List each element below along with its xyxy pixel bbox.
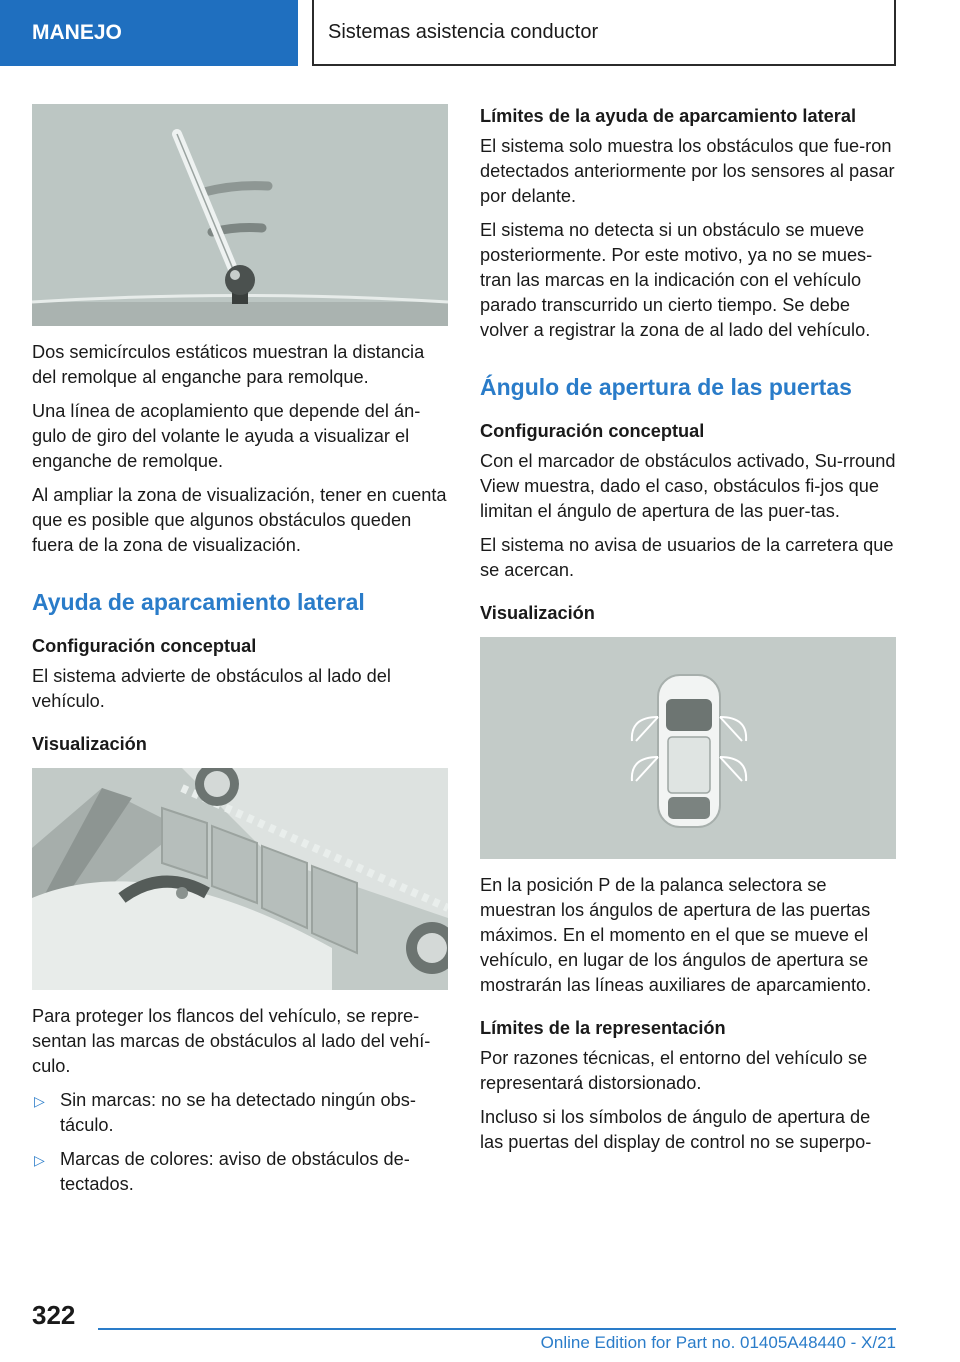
- page-number: 322: [32, 1300, 76, 1330]
- left-column: [32, 104, 448, 1206]
- triangle-bullet-icon: ▷: [34, 1152, 45, 1168]
- paragraph: El sistema solo muestra los obstáculos que fue-ron detectados anteriormente por los sensores al pasar por delante.: [480, 136, 895, 206]
- list-item: [32, 1147, 448, 1197]
- section-tab: [0, 0, 298, 66]
- paragraph: El sistema no avisa de usuarios de la carretera que se acercan.: [480, 535, 894, 580]
- subheading: Configuración conceptual: [480, 421, 705, 441]
- paragraph: Al ampliar la zona de visualización, tener en cuenta que es posible que algunos obstáculos queden fuera de la zona de visualización.: [32, 485, 447, 555]
- list-item-text: Sin marcas: no se ha detectado ningún obs-táculo.: [60, 1090, 416, 1135]
- door-opening-angle-illustration: [480, 637, 896, 859]
- paragraph: Una línea de acoplamiento que depende del án-gulo de giro del volante le ayuda a visualizar el enganche de remolque.: [32, 401, 421, 471]
- paragraph: En la posición P de la palanca selectora se muestran los ángulos de apertura de las puertas máximos. En el momento en el que se mueve el vehículo, en lugar de los ángulos de apertura se mostrarán las líneas auxiliares de aparcamiento.: [480, 875, 872, 995]
- footer-edition: Online Edition for Part no. 01405A48440 - X/21: [540, 1333, 896, 1352]
- subheading: Límites de la ayuda de aparcamiento lateral: [480, 106, 857, 126]
- paragraph: Con el marcador de obstáculos activado, Su-rround View muestra, dado el caso, obstáculos fi-jos que limitan el ángulo de apertura de las puer-tas.: [480, 451, 896, 521]
- right-column: [480, 104, 896, 1164]
- subheading: Visualización: [32, 734, 147, 754]
- chapter-title: [312, 0, 896, 66]
- bullet-list: [32, 1088, 448, 1197]
- paragraph: Por razones técnicas, el entorno del vehículo se representará distorsionado.: [480, 1048, 868, 1093]
- section-heading: Ángulo de apertura de las puertas: [480, 374, 852, 400]
- subheading: Límites de la representación: [480, 1018, 726, 1038]
- list-item: [32, 1088, 448, 1138]
- triangle-bullet-icon: ▷: [34, 1093, 45, 1109]
- paragraph: El sistema no detecta si un obstáculo se mueve posteriormente. Por este motivo, ya no se mues-tran las marcas en la indicación con el vehículo parado transcurrido un cierto tiempo. Se debe volver a registrar la zona de al lado del vehículo.: [480, 220, 873, 340]
- subheading: Configuración conceptual: [32, 636, 257, 656]
- subheading: Visualización: [480, 603, 595, 623]
- section-label: MANEJO: [32, 21, 122, 44]
- paragraph: Dos semicírculos estáticos muestran la distancia del remolque al enganche para remolque.: [32, 342, 425, 387]
- paragraph: Para proteger los flancos del vehículo, se repre-sentan las marcas de obstáculos al lado del vehí-culo.: [32, 1006, 431, 1076]
- trailer-hitch-illustration: [32, 104, 448, 326]
- chapter-title-text: Sistemas asistencia conductor: [328, 20, 599, 43]
- side-parking-assist-illustration: [32, 768, 448, 990]
- list-item-text: Marcas de colores: aviso de obstáculos de-tectados.: [60, 1149, 410, 1194]
- footer-divider: [98, 1328, 896, 1330]
- section-heading: Ayuda de aparcamiento lateral: [32, 589, 365, 615]
- paragraph: Incluso si los símbolos de ángulo de apertura de las puertas del display de control no se superpo-: [480, 1107, 872, 1152]
- paragraph: El sistema advierte de obstáculos al lado del vehículo.: [32, 666, 391, 711]
